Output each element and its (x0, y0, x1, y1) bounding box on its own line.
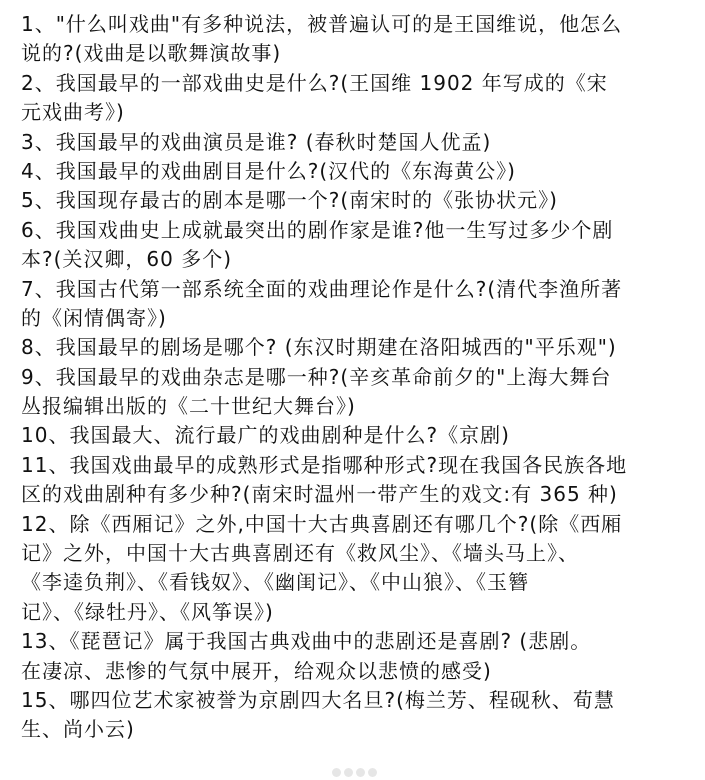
text-line: 的《闲情偶寄》) (21, 305, 167, 330)
text-line: 记》、《绿牡丹》、《风筝误》) (21, 599, 274, 624)
text-line: 11、我国戏曲最早的成熟形式是指哪种形式?现在我国各民族各地 (21, 452, 628, 477)
text-line: 7、我国古代第一部系统全面的戏曲理论作是什么?(清代李渔所著 (21, 276, 623, 301)
text-line: 说的?(戏曲是以歌舞演故事) (21, 41, 282, 66)
text-line: 《李逵负荆》、《看钱奴》、《幽闺记》、《中山狼》、《玉簪 (21, 570, 529, 595)
text-line: 5、我国现存最古的剧本是哪一个?(南宋时的《张协状元》) (21, 188, 558, 213)
text-line: 1、"什么叫戏曲"有多种说法，被普遍认可的是王国维说，他怎么 (21, 12, 623, 36)
text-line: 9、我国最早的戏曲杂志是哪一种?(辛亥革命前夕的"上海大舞台 (21, 364, 612, 389)
text-line: 10、我国最大、流行最广的戏曲剧种是什么?《京剧) (21, 423, 510, 448)
page-dot (356, 768, 365, 777)
page-dot (344, 768, 353, 777)
text-line: 3、我国最早的戏曲演员是谁? (春秋时楚国人优孟) (21, 129, 492, 154)
text-line: 6、我国戏曲史上成就最突出的剧作家是谁?他一生写过多少个剧 (21, 217, 614, 242)
text-line: 本?(关汉卿，60 多个) (21, 247, 233, 272)
text-line: 8、我国最早的剧场是哪个? (东汉时期建在洛阳城西的"平乐观") (21, 335, 617, 360)
text-line: 记》之外，中国十大古典喜剧还有《救风尘》、《墙头马上》、 (21, 541, 579, 566)
text-line: 生、尚小云) (21, 717, 135, 742)
text-line: 13、《琵琶记》属于我国古典戏曲中的悲剧还是喜剧? (悲剧。 (21, 629, 592, 654)
text-line: 元戏曲考》) (21, 100, 125, 125)
page-dot (332, 768, 341, 777)
text-line: 在凄凉、悲惨的气氛中展开，给观众以悲愤的感受) (21, 658, 492, 683)
text-line: 12、除《西厢记》之外,中国十大古典喜剧还有哪几个?(除《西厢 (21, 511, 623, 536)
page-dot (368, 768, 377, 777)
text-line: 2、我国最早的一部戏曲史是什么?(王国维 1902 年写成的《宋 (21, 70, 608, 95)
document-text (21, 10, 689, 745)
text-line: 区的戏曲剧种有多少种?(南宋时温州一带产生的戏文:有 365 种) (21, 482, 618, 507)
text-line: 丛报编辑出版的《二十世纪大舞台》) (21, 394, 356, 419)
text-line: 15、哪四位艺术家被誉为京剧四大名旦?(梅兰芳、程砚秋、荀慧 (21, 687, 615, 712)
page-indicator (332, 768, 377, 777)
text-line: 4、我国最早的戏曲剧目是什么?(汉代的《东海黄公》) (21, 158, 516, 183)
